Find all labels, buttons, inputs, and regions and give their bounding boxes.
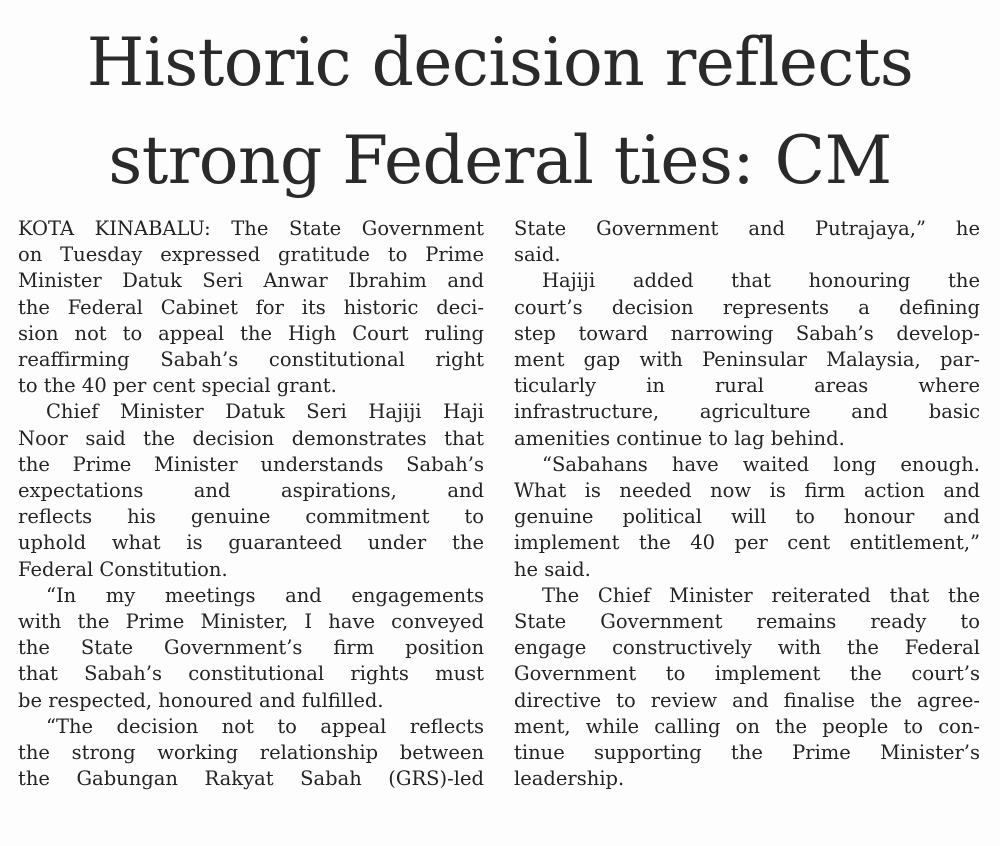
body-text-line: the Prime Minister understands Sabah’s: [18, 452, 484, 476]
body-text-line: the strong working relationship between: [18, 741, 484, 765]
body-text-line: genuine political will to honour and: [514, 505, 980, 529]
body-text-line: reaffirming Sabah’s constitutional right: [18, 348, 484, 372]
body-text-line: Noor said the decision demonstrates that: [18, 426, 484, 450]
body-text-line: sion not to appeal the High Court ruling: [18, 321, 484, 345]
body-text-line: on Tuesday expressed gratitude to Prime: [18, 243, 484, 267]
body-text-line: implement the 40 per cent entitlement,”: [514, 531, 980, 555]
body-text-line: “Sabahans have waited long enough.: [542, 452, 980, 476]
body-text-line: the State Government’s firm position: [18, 636, 484, 660]
headline-line: Historic decision reflects: [86, 24, 914, 101]
body-text-line: engage constructively with the Federal: [514, 636, 980, 660]
body-text-line: What is needed now is firm action and: [514, 479, 980, 503]
body-text-line: he said.: [514, 557, 591, 581]
body-text-line: The Chief Minister reiterated that the: [542, 583, 980, 607]
body-text-line: to the 40 per cent special grant.: [18, 374, 337, 398]
body-text-line: infrastructure, agriculture and basic: [514, 400, 980, 424]
body-text-line: the Gabungan Rakyat Sabah (GRS)-led: [18, 767, 484, 791]
body-text-line: leadership.: [514, 767, 625, 791]
body-text-line: Minister Datuk Seri Anwar Ibrahim and: [18, 269, 484, 293]
article-column-left: [18, 216, 484, 792]
body-text-line: be respected, honoured and fulfilled.: [18, 688, 384, 712]
headline: [20, 14, 980, 210]
body-text-line: directive to review and finalise the agree-: [514, 688, 980, 712]
body-text-line: tinue supporting the Prime Minister’s: [514, 741, 980, 765]
body-text-line: uphold what is guaranteed under the: [18, 531, 484, 555]
body-text-line: said.: [514, 243, 561, 267]
body-text-line: step toward narrowing Sabah’s develop-: [514, 321, 980, 345]
article-column-right: [514, 216, 980, 792]
body-text-line: “The decision not to appeal reflects: [46, 714, 484, 738]
body-text-line: with the Prime Minister, I have conveyed: [18, 610, 484, 634]
body-text-line: that Sabah’s constitutional rights must: [18, 662, 484, 686]
body-text-line: amenities continue to lag behind.: [514, 426, 845, 450]
body-text-line: ticularly in rural areas where: [514, 374, 980, 398]
body-text-line: the Federal Cabinet for its historic deci-: [18, 295, 484, 319]
body-text-line: State Government and Putrajaya,” he: [514, 217, 980, 240]
body-text-line: expectations and aspirations, and: [18, 479, 484, 503]
body-text-line: Government to implement the court’s: [514, 662, 980, 686]
body-text-line: ment, while calling on the people to con-: [514, 714, 980, 738]
body-text-line: Federal Constitution.: [18, 557, 228, 581]
body-text-line: State Government remains ready to: [514, 610, 980, 634]
body-text-line: Hajiji added that honouring the: [542, 269, 980, 293]
body-text-line: “In my meetings and engagements: [46, 583, 484, 607]
body-text-line: ment gap with Peninsular Malaysia, par-: [514, 348, 980, 372]
body-text-line: reflects his genuine commitment to: [18, 505, 484, 529]
headline-line: strong Federal ties: CM: [108, 122, 892, 199]
body-text-line: court’s decision represents a defining: [514, 295, 980, 319]
body-text-line: Chief Minister Datuk Seri Hajiji Haji: [46, 400, 484, 424]
body-text-line: KOTA KINABALU: The State Government: [18, 217, 484, 240]
